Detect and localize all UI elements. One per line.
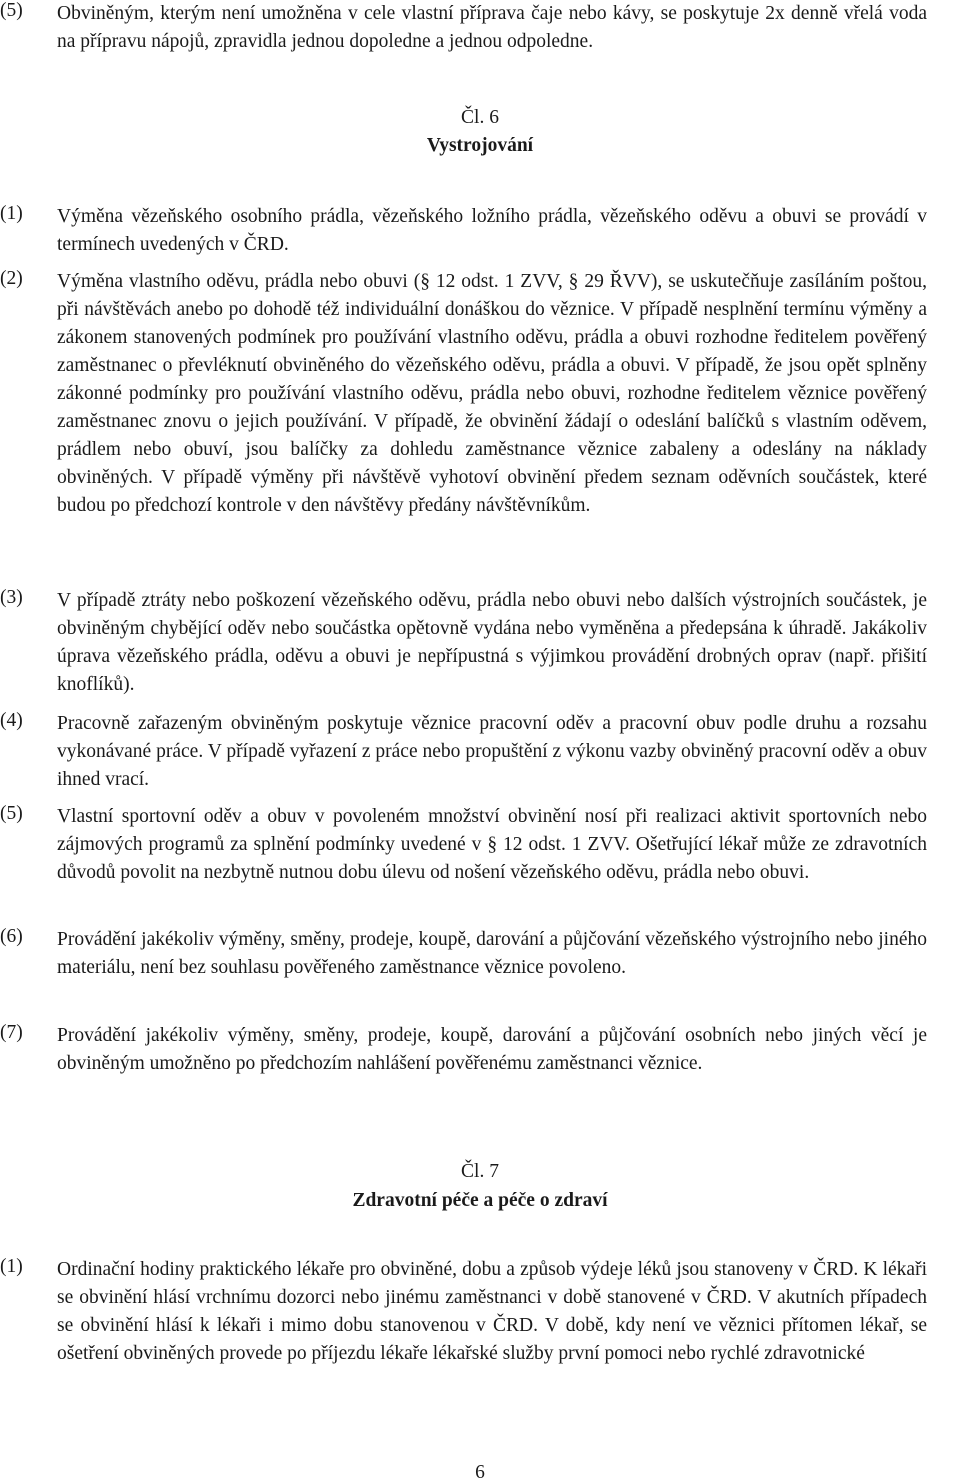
paragraph-text: Výměna vězeňského osobního prádla, vězeňského ložního prádla, vězeňského oděvu a obuvi se provádí v termínech uvedených v ČRD. [57, 206, 927, 255]
paragraph-number: (2) [0, 268, 23, 289]
article-6-title: Vystrojování [426, 135, 534, 156]
paragraph-text: Provádění jakékoliv výměny, směny, prodeje, koupě, darování a půjčování vězeňského výstrojního nebo jiného materiálu, není bez souhlasu pověřeného zaměstnance věznice povoleno. [57, 929, 927, 978]
article-6-paragraph-6 [0, 926, 960, 982]
paragraph-text: Ordinační hodiny praktického lékaře pro obviněné, dobu a způsob výdeje léků jsou stanoveny v ČRD. K lékaři se obvinění hlásí vrchnímu dozorci nebo jinému zaměstnanci v době stanovené v ČRD. V akutních případech se obvinění hlásí k lékaři i mimo dobu stanovenou v ČRD. V době, kdy není ve věznici přítomen lékař, se ošetření obviněných provede po příjezdu lékaře lékařské služby první pomoci nebo rychlé zdravotnické [57, 1259, 927, 1364]
article-6-paragraph-1 [0, 203, 960, 259]
paragraph-number: (1) [0, 203, 23, 224]
article-6-paragraph-2 [0, 268, 960, 520]
article-6-paragraph-5 [0, 803, 960, 887]
article-6-paragraph-7 [0, 1022, 960, 1078]
paragraph-text: Provádění jakékoliv výměny, směny, prodeje, koupě, darování a půjčování osobních nebo jiných věcí je obviněným umožněno po předchozím nahlášení pověřenému zaměstnanci věznice. [57, 1025, 927, 1074]
paragraph-5-intro [0, 0, 960, 56]
paragraph-text: Vlastní sportovní oděv a obuv v povoleném množství obvinění nosí při realizaci aktivit sportovních nebo zájmových programů za splnění podmínky uvedené v § 12 odst. 1 ZVV. Ošetřující lékař může ze zdravotních důvodů povolit na nezbytně nutnou dobu úlevu od nošení vězeňského oděvu, prádla nebo obuvi. [57, 806, 927, 883]
paragraph-number: (3) [0, 587, 23, 608]
paragraph-text: Obviněným, kterým není umožněna v cele vlastní příprava čaje nebo kávy, se poskytuje 2x denně vřelá voda na přípravu nápojů, zpravidla jednou dopoledne a jednou odpoledne. [57, 3, 927, 52]
article-7-title: Zdravotní péče a péče o zdraví [352, 1190, 608, 1211]
paragraph-number: (5) [0, 0, 23, 21]
paragraph-number: (6) [0, 926, 23, 947]
article-6-paragraph-3 [0, 587, 960, 699]
paragraph-text: Výměna vlastního oděvu, prádla nebo obuvi (§ 12 odst. 1 ZVV, § 29 ŘVV), se uskutečňuje zasíláním poštou, při návštěvách anebo po dohodě též individuální donáškou do věznice. V případě nesplnění termínu výměny a zákonem stanovených podmínek pro používání vlastního oděvu, prádla a obuvi rozhodne ředitelem pověřený zaměstnanec o převléknutí obviněného do vězeňského oděvu, prádla a obuvi. V případě, že jsou opět splněny zákonné podmínky pro používání vlastního oděvu, prádla nebo obuvi, rozhodne ředitelem věznice pověřený zaměstnanec znovu o jejich používání. V případě, že obvinění žádají o odeslání balíčků s vlastním oděvem, prádlem nebo obuví, jsou balíčky za dohledu zaměstnance věznice zabaleny a odeslány na náklady obviněných. V případě výměny při návštěvě vyhotoví obvinění předem seznam oděvních součástek, které budou po předchozí kontrole v den návštěvy předány návštěvníkům. [57, 271, 927, 516]
article-7-number: Čl. 7 [461, 1161, 499, 1182]
article-7-paragraph-1 [0, 1256, 960, 1368]
paragraph-text: Pracovně zařazeným obviněným poskytuje věznice pracovní oděv a pracovní obuv podle druhu a rozsahu vykonávané práce. V případě vyřazení z práce nebo propuštění z výkonu vazby obviněný pracovní oděv a obuv ihned vrací. [57, 713, 927, 790]
page-number: 6 [475, 1462, 485, 1483]
article-6-paragraph-4 [0, 710, 960, 794]
paragraph-number: (7) [0, 1022, 23, 1043]
paragraph-number: (5) [0, 803, 23, 824]
article-6-number: Čl. 6 [461, 107, 499, 128]
paragraph-number: (1) [0, 1256, 23, 1277]
paragraph-text: V případě ztráty nebo poškození vězeňského oděvu, prádla nebo obuvi nebo dalších výstrojních součástek, je obviněným chybějící oděv nebo součástka opětovně vydána nebo vyměněna a předepsána k úhradě. Jakákoliv úprava vězeňského prádla, oděvu a obuvi je nepřípustná s výjimkou provádění drobných oprav (např. přišití knoflíků). [57, 590, 927, 695]
paragraph-number: (4) [0, 710, 23, 731]
